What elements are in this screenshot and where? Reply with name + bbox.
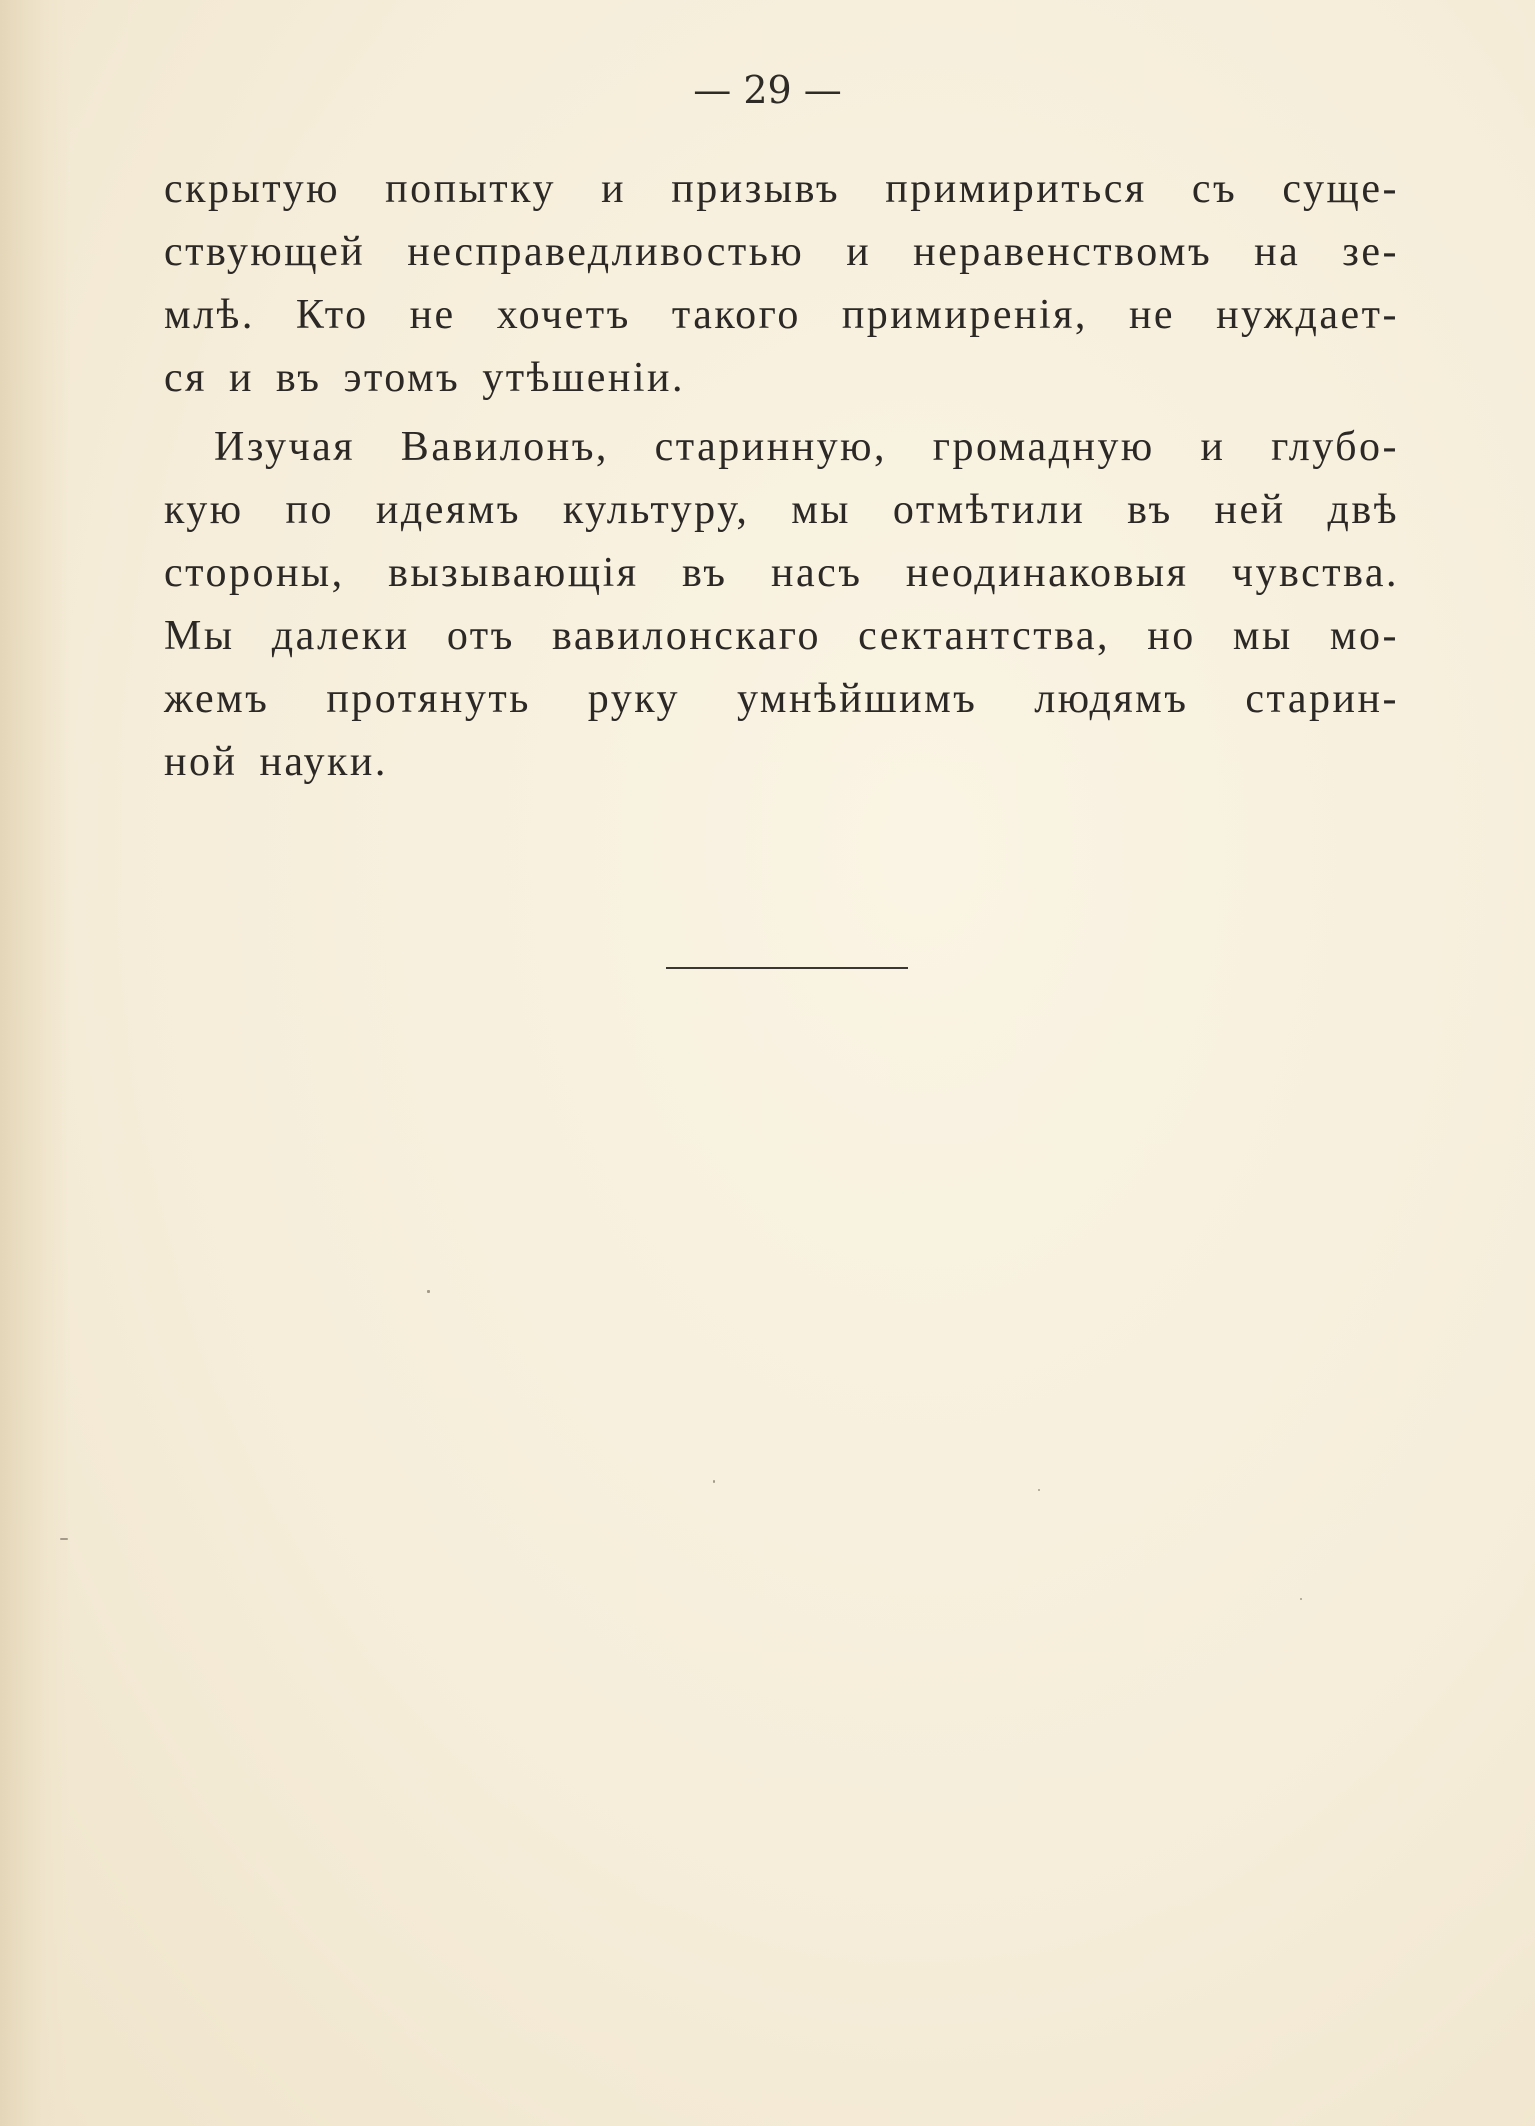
text-line: ствующей несправедливостью и неравенствомъ на зе- bbox=[164, 229, 1399, 275]
text-line: стороны, вызывающія въ насъ неодинаковыя чувства. bbox=[164, 550, 1399, 596]
paper-speck bbox=[1038, 1489, 1040, 1491]
paper-speck bbox=[1300, 1598, 1302, 1600]
body-text bbox=[164, 158, 1399, 794]
paper-speck bbox=[427, 1290, 430, 1293]
text-line: Мы далеки отъ вавилонскаго сектантства, но мы мо- bbox=[164, 613, 1399, 659]
paragraph bbox=[164, 416, 1399, 794]
text-line: жемъ протянуть руку умнѣйшимъ людямъ старин- bbox=[164, 676, 1399, 722]
text-line: Изучая Вавилонъ, старинную, громадную и глубо- bbox=[214, 424, 1399, 470]
text-line: ся и въ этомъ утѣшеніи. bbox=[164, 355, 686, 401]
page-gutter-shadow bbox=[0, 0, 70, 2126]
paragraph bbox=[164, 158, 1399, 410]
text-line: скрытую попытку и призывъ примириться съ суще- bbox=[164, 166, 1399, 212]
paper-speck bbox=[60, 1538, 68, 1540]
paper-speck bbox=[713, 1480, 715, 1483]
text-line: ной науки. bbox=[164, 739, 388, 785]
section-end-rule bbox=[666, 967, 908, 969]
text-line: кую по идеямъ культуру, мы отмѣтили въ ней двѣ bbox=[164, 487, 1399, 533]
text-line: млѣ. Кто не хочетъ такого примиренія, не нуждает- bbox=[164, 292, 1399, 338]
page-number: — 29 — bbox=[693, 68, 842, 112]
